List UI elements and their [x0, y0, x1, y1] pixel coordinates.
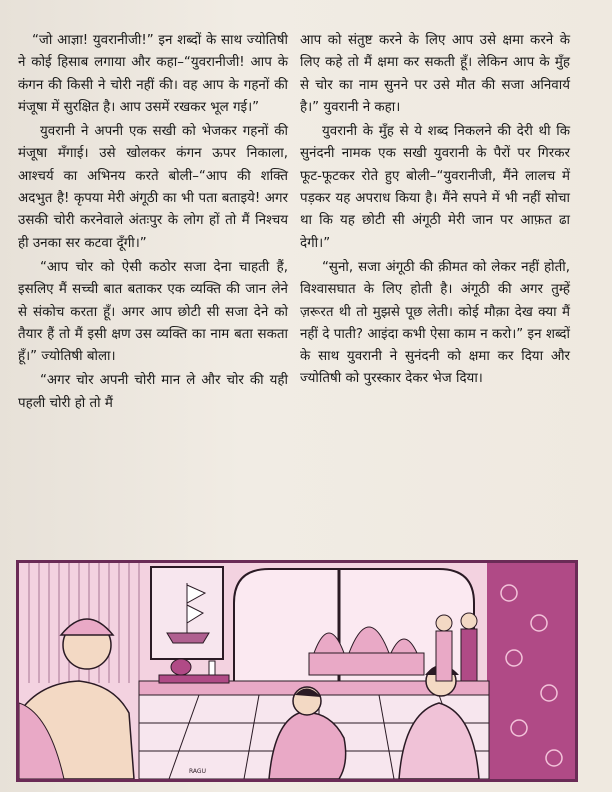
paragraph: “सुनो, सजा अंगूठी की क़ीमत को लेकर नहीं होती, विश्वासघात के लिए होती है। अंगूठी की अगर तुम्हें ज़रूरत थी तो मुझसे पूछ लेती। कोई मौक़ा देख क्या मैं नहीं दे पाती? आइंदा कभी ऐसा काम न करो।” इन शब्दों के साथ युवरानी ने सुनंदनी को क्षमा कर दिया और ज्योतिषी को पुरस्कार देकर भेज दिया।: [300, 259, 570, 387]
paragraph: आप को संतुष्ट करने के लिए आप उसे क्षमा करने के लिए कहे तो मैं क्षमा कर सकती हूँ। लेकिन आप के मुँह से चोर का नाम सुनने पर उसे मौत की सजा अनिवार्य है।” युवरानी ने कहा।: [300, 33, 570, 115]
story-illustration: [16, 560, 578, 782]
paragraph: “अगर चोर अपनी चोरी मान ले और चोर की यही पहली चोरी हो तो मैं: [18, 373, 288, 411]
illustration-drawing: [19, 563, 575, 779]
paragraph: “आप चोर को ऐसी कठोर सजा देना चाहती हैं, इसलिए मैं सच्ची बात बताकर एक व्यक्ति की जान लेने से संकोच करता हूँ। अगर आप छोटी सी सजा देने को तैयार हैं तो मैं इसी क्षण उस व्यक्ति का नाम बता सकता हूँ।” ज्योतिषी बोला।: [18, 259, 288, 365]
artist-signature: RAGU: [189, 768, 206, 775]
right-text-column: [300, 30, 570, 393]
left-text-column: [18, 30, 288, 417]
paragraph: युवरानी ने अपनी एक सखी को भेजकर गहनों की मंजूषा मँगाई। उसे खोलकर कंगन ऊपर निकाला, आश्चर्य का अभिनय करते बोली–“आप की शक्ति अदभुत है! कृपया मेरी अंगूठी का भी पता बताइये! अगर उसकी चोरी करनेवाले अंतःपुर के लोग हों तो मैं निश्चय ही उनका सर कटवा दूँगी।”: [18, 124, 288, 251]
curtain: [487, 563, 575, 779]
paragraph: “जो आज्ञा! युवरानीजी!” इन शब्दों के साथ ज्योतिषी ने कोई हिसाब लगाया और कहा–“युवरानीजी! आप के कंगन की किसी ने चोरी नहीं की। वह आप के गहनों की मंजूषा में सुरक्षित है। आप उसमें रखकर भूल गई।”: [18, 33, 288, 115]
ship-painting: [151, 567, 223, 659]
paragraph: युवरानी के मुँह से ये शब्द निकलने की देरी थी कि सुनंदनी नामक एक सखी युवरानी के पैरों पर गिरकर फूट-फूटकर रोते हुए बोली–“युवरानीजी, मैंने लालच में पड़कर यह अपराध किया है। मैंने सपने में भी नहीं सोचा था कि यह छोटी सी अंगूठी मेरी जान पर आफ़त ढा देगी।”: [300, 124, 570, 251]
